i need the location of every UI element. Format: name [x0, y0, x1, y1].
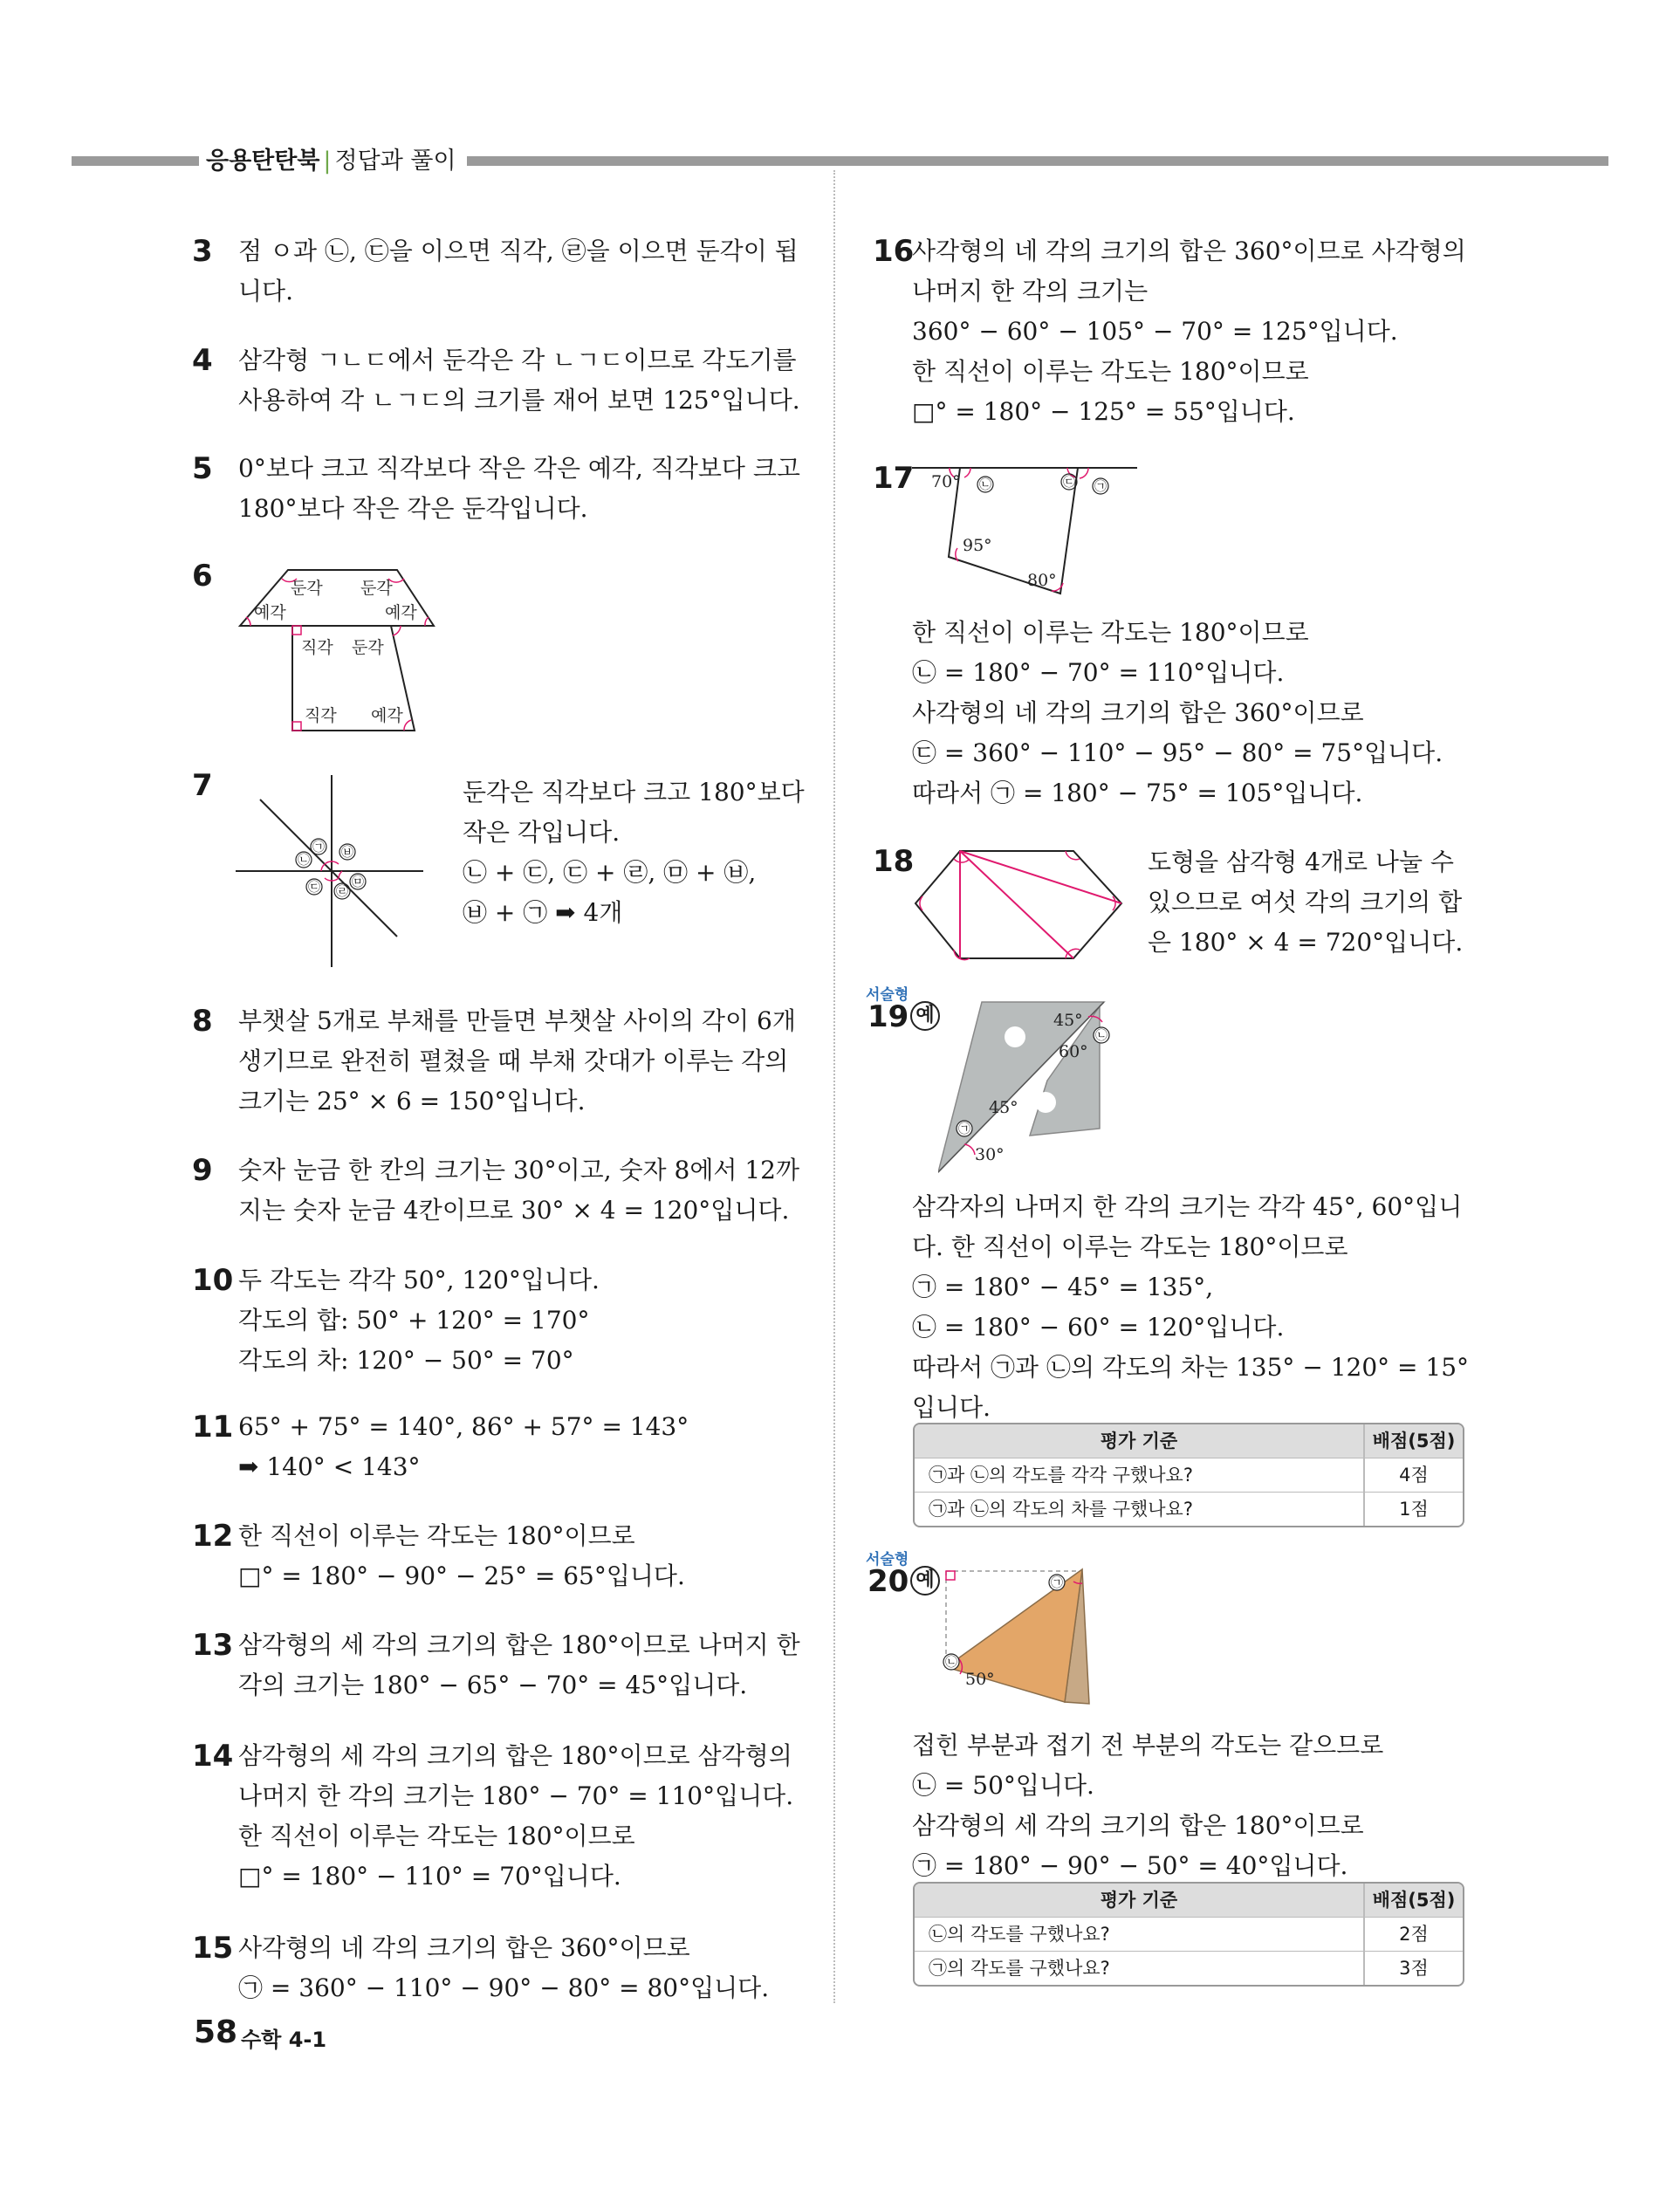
subject-label: 수학 4-1 [241, 2028, 327, 2052]
example-badge: 예 [910, 1566, 940, 1596]
ruler-hole [1005, 1026, 1025, 1047]
p19-label: ㉠ [958, 1122, 970, 1136]
problem-17-diagram [912, 461, 1139, 601]
problem-19-text [912, 1187, 1469, 1428]
problem-19-diagram [938, 998, 1113, 1177]
header-title [199, 145, 463, 178]
problem-18-text [1148, 842, 1463, 963]
p17-label: 70° [931, 472, 961, 491]
problem-18-diagram [912, 847, 1130, 964]
text-line: 숫자 눈금 한 칸의 크기는 30°이고, 숫자 8에서 12까 [238, 1156, 799, 1184]
p6-label: 예각 [371, 706, 403, 725]
table-row [915, 1951, 1463, 1985]
diagonal-line [960, 851, 1073, 958]
problem-9-text [238, 1150, 799, 1231]
text-line: 삼각형의 세 각의 크기의 합은 180°이므로 나머지 한 [238, 1630, 800, 1659]
text-line: 니다. [238, 277, 293, 305]
p6-label: 예각 [385, 603, 417, 622]
column-divider [833, 170, 835, 2003]
text-line: 나머지 한 각의 크기는 [912, 277, 1149, 305]
text-line: 삼각형의 세 각의 크기의 합은 180°이므로 삼각형의 [238, 1741, 792, 1770]
text-line: 한 직선이 이루는 각도는 180°이므로 [912, 618, 1309, 647]
text-line: ㉥ + ㉠ ➡ 4개 [463, 898, 623, 927]
table-row [915, 1917, 1463, 1951]
text-line: 은 180° × 4 = 720°입니다. [1148, 928, 1464, 957]
text-line: 부챗살 5개로 부채를 만들면 부챗살 사이의 각이 6개 [238, 1006, 796, 1035]
header-score: 배점(5점) [1363, 1884, 1463, 1917]
page-number: 58 [194, 2014, 238, 2050]
text-line: ➡ 140° < 143° [238, 1452, 421, 1481]
problem-number-16: 16 [873, 234, 915, 269]
text-line: 점 ㅇ과 ㉡, ㉢을 이으면 직각, ㉣을 이으면 둔각이 됩 [238, 237, 799, 265]
p20-label: ㉠ [1051, 1576, 1063, 1590]
problem-6-diagram [231, 563, 441, 742]
problem-8-text [238, 1001, 796, 1122]
text-line: 삼각자의 나머지 한 각의 크기는 각각 45°, 60°입니 [912, 1192, 1463, 1221]
hexagon-shape [915, 851, 1121, 958]
text-line: 180°보다 작은 각은 둔각입니다. [238, 494, 588, 523]
text-line: 각의 크기는 180° − 65° − 70° = 45°입니다. [238, 1671, 748, 1699]
p6-label: 직각 [301, 638, 333, 657]
problem-15-text [238, 1928, 769, 2008]
criteria-cell: ㉠의 각도를 구했나요? [929, 1958, 1110, 1979]
header-separator: | [323, 148, 332, 175]
score-cell: 4점 [1363, 1458, 1463, 1492]
text-line: ㉡ = 50°입니다. [912, 1771, 1094, 1800]
text-line: 따라서 ㉠ = 180° − 75° = 105°입니다. [912, 779, 1363, 807]
table-row [915, 1458, 1463, 1492]
text-line: 접힌 부분과 접기 전 부분의 각도는 같으므로 [912, 1731, 1384, 1760]
text-line: 한 직선이 이루는 각도는 180°이므로 [238, 1521, 635, 1550]
problem-4-text [238, 340, 800, 421]
problem-number-6: 6 [192, 559, 213, 594]
problem-11-text [238, 1407, 689, 1487]
text-line: 따라서 ㉠과 ㉡의 각도의 차는 135° − 120° = 15° [912, 1353, 1470, 1382]
text-line: 각도의 차: 120° − 50° = 70° [238, 1346, 574, 1375]
text-line: □° = 180° − 110° = 70°입니다. [238, 1862, 621, 1891]
text-line: 입니다. [912, 1393, 991, 1422]
text-line: 삼각형 ㄱㄴㄷ에서 둔각은 각 ㄴㄱㄷ이므로 각도기를 [238, 346, 797, 374]
table-header [915, 1424, 1463, 1458]
problem-number-15: 15 [192, 1931, 234, 1966]
p20-label: ㉡ [945, 1656, 957, 1670]
scoring-table-20 [913, 1882, 1464, 1987]
book-name: 응용탄탄북 [206, 148, 320, 175]
table-row [915, 1492, 1463, 1526]
text-line: □° = 180° − 125° = 55°입니다. [912, 397, 1295, 426]
text-line: ㉠ = 180° − 45° = 135°, [912, 1273, 1214, 1301]
p17-label: ㉠ [1094, 480, 1107, 494]
score-cell: 1점 [1363, 1493, 1463, 1526]
p20-label: 50° [965, 1670, 995, 1689]
text-line: 한 직선이 이루는 각도는 180°이므로 [238, 1822, 635, 1850]
scoring-table-19 [913, 1423, 1464, 1527]
problem-13-text [238, 1625, 800, 1705]
text-line: 둔각은 직각보다 크고 180°보다 [463, 778, 805, 806]
problem-20-text [912, 1726, 1383, 1886]
text-line: □° = 180° − 90° − 25° = 65°입니다. [238, 1561, 685, 1590]
p19-label: 60° [1059, 1042, 1088, 1061]
text-line: ㉠ = 360° − 110° − 90° − 80° = 80°입니다. [238, 1973, 770, 2002]
score-cell: 2점 [1363, 1918, 1463, 1951]
problem-number-13: 13 [192, 1628, 234, 1663]
header-criteria: 평가 기준 [1100, 1890, 1178, 1911]
problem-12-text [238, 1516, 685, 1596]
p6-label: 예각 [254, 603, 286, 622]
essay-tag: 서술형 [866, 986, 909, 1004]
p17-label: 80° [1027, 571, 1057, 590]
text-line: 사각형의 네 각의 크기의 합은 360°이므로 [912, 698, 1364, 727]
problem-17-text [912, 613, 1443, 813]
p17-label: 95° [963, 536, 992, 555]
problem-number-8: 8 [192, 1004, 213, 1039]
p7-label: ㉡ [298, 854, 310, 868]
table-header [915, 1884, 1463, 1917]
text-line: 0°보다 크고 직각보다 작은 각은 예각, 직각보다 크고 [238, 454, 800, 483]
score-cell: 3점 [1363, 1952, 1463, 1985]
problem-number-4: 4 [192, 343, 213, 378]
text-line: ㉠ = 180° − 90° − 50° = 40°입니다. [912, 1851, 1348, 1880]
text-line: 크기는 25° × 6 = 150°입니다. [238, 1087, 586, 1115]
text-line: 생기므로 완전히 펼쳤을 때 부채 갓대가 이루는 각의 [238, 1047, 789, 1075]
essay-tag: 서술형 [866, 1551, 909, 1568]
p6-label: 직각 [305, 706, 337, 725]
problem-3-text [238, 231, 799, 312]
text-line: ㉢ = 360° − 110° − 95° − 80° = 75°입니다. [912, 738, 1443, 767]
text-line: 사용하여 각 ㄴㄱㄷ의 크기를 재어 보면 125°입니다. [238, 386, 800, 415]
p19-label: 45° [989, 1098, 1018, 1117]
criteria-cell: ㉠과 ㉡의 각도의 차를 구했나요? [929, 1499, 1193, 1520]
header-bar-left [72, 156, 202, 166]
p19-label: ㉡ [1095, 1029, 1107, 1043]
p7-label: ㉠ [312, 841, 325, 854]
example-badge: 예 [910, 1001, 940, 1031]
p19-label: 30° [975, 1145, 1005, 1164]
problem-7-text [463, 772, 805, 933]
text-line: ㉡ = 180° − 60° = 120°입니다. [912, 1313, 1285, 1342]
problem-14-text [238, 1736, 793, 1897]
text-line: 두 각도는 각각 50°, 120°입니다. [238, 1266, 600, 1294]
problem-5-text [238, 449, 800, 529]
p7-label: ㉣ [336, 885, 348, 899]
p7-label: ㉥ [341, 846, 353, 860]
p6-label: 둔각 [291, 579, 323, 598]
p17-label: ㉡ [979, 478, 991, 492]
text-line: 360° − 60° − 105° − 70° = 125°입니다. [912, 317, 1398, 346]
problem-number-11: 11 [192, 1410, 234, 1445]
quadrilateral-shape [949, 468, 1078, 594]
problem-16-text [912, 231, 1466, 432]
text-line: 다. 한 직선이 이루는 각도는 180°이므로 [912, 1232, 1348, 1261]
problem-number-20: 20 [867, 1564, 909, 1599]
text-line: ㉡ = 180° − 70° = 110°입니다. [912, 658, 1285, 687]
problem-number-9: 9 [192, 1153, 213, 1188]
text-line: 한 직선이 이루는 각도는 180°이므로 [912, 357, 1309, 386]
text-line: 사각형의 네 각의 크기의 합은 360°이므로 [238, 1933, 690, 1962]
problem-20-diagram [943, 1562, 1095, 1711]
section-name: 정답과 풀이 [334, 148, 456, 175]
text-line: 도형을 삼각형 4개로 나눌 수 [1148, 848, 1454, 876]
problem-number-17: 17 [873, 461, 915, 496]
criteria-cell: ㉠과 ㉡의 각도를 각각 구했나요? [929, 1465, 1193, 1486]
problem-number-12: 12 [192, 1519, 234, 1554]
problem-number-3: 3 [192, 234, 213, 269]
text-line: 나머지 한 각의 크기는 180° − 70° = 110°입니다. [238, 1781, 794, 1810]
text-line: 각도의 합: 50° + 120° = 170° [238, 1306, 590, 1335]
p7-label: ㉢ [308, 881, 320, 895]
p17-label: ㉢ [1063, 476, 1075, 490]
header-bar-right [467, 156, 1608, 166]
header-score: 배점(5점) [1363, 1424, 1463, 1458]
problem-number-14: 14 [192, 1739, 234, 1774]
text-line: 있으므로 여섯 각의 크기의 합 [1148, 888, 1463, 916]
problem-7-diagram [236, 775, 428, 967]
criteria-cell: ㉡의 각도를 구했나요? [929, 1924, 1110, 1945]
problem-number-5: 5 [192, 451, 213, 486]
header-criteria: 평가 기준 [1100, 1431, 1178, 1452]
text-line: 사각형의 네 각의 크기의 합은 360°이므로 사각형의 [912, 237, 1466, 265]
p6-label: 둔각 [360, 579, 393, 598]
p6-label: 둔각 [352, 638, 384, 657]
problem-number-7: 7 [192, 768, 213, 803]
problem-number-18: 18 [873, 844, 915, 879]
p19-label: 45° [1053, 1011, 1083, 1030]
problem-number-10: 10 [192, 1263, 234, 1298]
text-line: 삼각형의 세 각의 크기의 합은 180°이므로 [912, 1811, 1364, 1840]
problem-10-text [238, 1260, 600, 1381]
problem-number-19: 19 [867, 999, 909, 1034]
ruler-hole [1035, 1092, 1056, 1113]
text-line: 작은 각입니다. [463, 818, 621, 847]
text-line: ㉡ + ㉢, ㉢ + ㉣, ㉤ + ㉥, [463, 858, 757, 887]
text-line: 65° + 75° = 140°, 86° + 57° = 143° [238, 1412, 689, 1441]
p7-label: ㉤ [352, 875, 364, 889]
text-line: 지는 숫자 눈금 4칸이므로 30° × 4 = 120°입니다. [238, 1196, 790, 1225]
